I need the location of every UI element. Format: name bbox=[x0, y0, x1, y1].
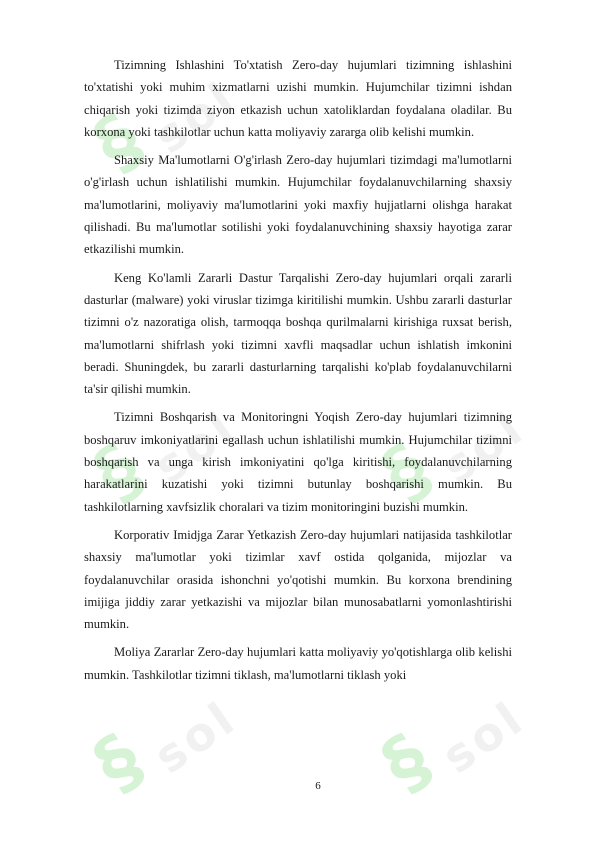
watermark-glyph: § bbox=[79, 427, 157, 517]
watermark-text: sol bbox=[432, 400, 535, 494]
page-number: 6 bbox=[315, 780, 321, 792]
paragraph: Korporativ Imidjga Zarar Yetkazish Zero-day hujumlari natijasida tashkilotlar shaxsiy ma'lumotlar yoki tizimlar xavf ostida qolganida, mijozlar va foydalanuvchilar orasida ishonchni yo'qotishi mumkin. Bu korxona brendining imijiga jiddiy zarar yetkazishi va mijozlar bilan munosabatlarni yomonlashtirishi mumkin. bbox=[84, 527, 512, 632]
paragraph: Keng Ko'lamli Zararli Dastur Tarqalishi Zero-day hujumlari orqali zararli dasturlar (malware) yoki viruslar tizimga kiritilishi mumkin. Ushbu zararli dasturlar tizimni o'z nazoratiga olish, tarmoqqa boshqa qurilmalarni kirishiga ruxsat berish, ma'lumotlarni shifrlash yoki tizimni xavfli maqsadlar uchun ishlatish imkonini beradi. Shuningdek, bu zararli dasturlarning tarqalishi ko'plab foydalanuvchilarni ta'sir qilishi mumkin. bbox=[84, 270, 512, 397]
watermark-text: sol bbox=[144, 400, 247, 494]
watermark-text: sol bbox=[432, 690, 535, 784]
watermark-glyph: § bbox=[79, 717, 157, 807]
watermark-logo bbox=[367, 690, 580, 830]
watermark-glyph: § bbox=[367, 717, 445, 807]
paragraph: Tizimning Ishlashini To'xtatish Zero-day hujumlari tizimning ishlashini to'xtatishi yoki muhim xizmatlarni uzishi mumkin. Hujumchilar tizimni ishdan chiqarish yoki tizimda ziyon etkazish uchun xatoliklardan foydalana oladilar. Bu korxona yoki tashkilotlar uchun katta moliyaviy zararga olib kelishi mumkin. bbox=[84, 58, 512, 139]
body-text bbox=[84, 54, 512, 692]
watermark-logo bbox=[79, 690, 292, 830]
watermark-glyph: § bbox=[79, 97, 157, 187]
paragraph: Tizimni Boshqarish va Monitoringni Yoqish Zero-day hujumlari tizimning boshqaruv imkoniyatlarini egallash uchun ishlatilishi mumkin. Hujumchilar tizimni boshqarish va unga kirish imkoniyatini qo'lga kiritishi, foydalanuvchilarning harakatlarini kuzatishi yoki tizimni butunlay boshqarishi mumkin. Bu tashkilotlarning xavfsizlik choralari va tizim monitoringini buzishi mumkin. bbox=[84, 410, 512, 514]
watermark-glyph: § bbox=[367, 427, 445, 517]
paragraph: Shaxsiy Ma'lumotlarni O'g'irlash Zero-day hujumlari tizimdagi ma'lumotlarni o'g'irlash uchun ishlatilishi mumkin. Hujumchilar foydalanuvchilarning shaxsiy ma'lumotlarini, moliyaviy ma'lumotlarini yoki maxfiy hujjatlarni olishga harakat qilishadi. Bu ma'lumotlar sotilishi yoki foydalanuvchining shaxsiy hayotiga zarar etkazilishi mumkin. bbox=[84, 153, 512, 257]
watermark-text: sol bbox=[144, 690, 247, 784]
watermark-text: sol bbox=[144, 70, 247, 164]
paragraph: Moliya Zararlar Zero-day hujumlari katta moliyaviy yo'qotishlarga olib kelishi mumkin. Tashkilotlar tizimni tiklash, ma'lumotlarni tiklash yoki bbox=[84, 645, 512, 682]
